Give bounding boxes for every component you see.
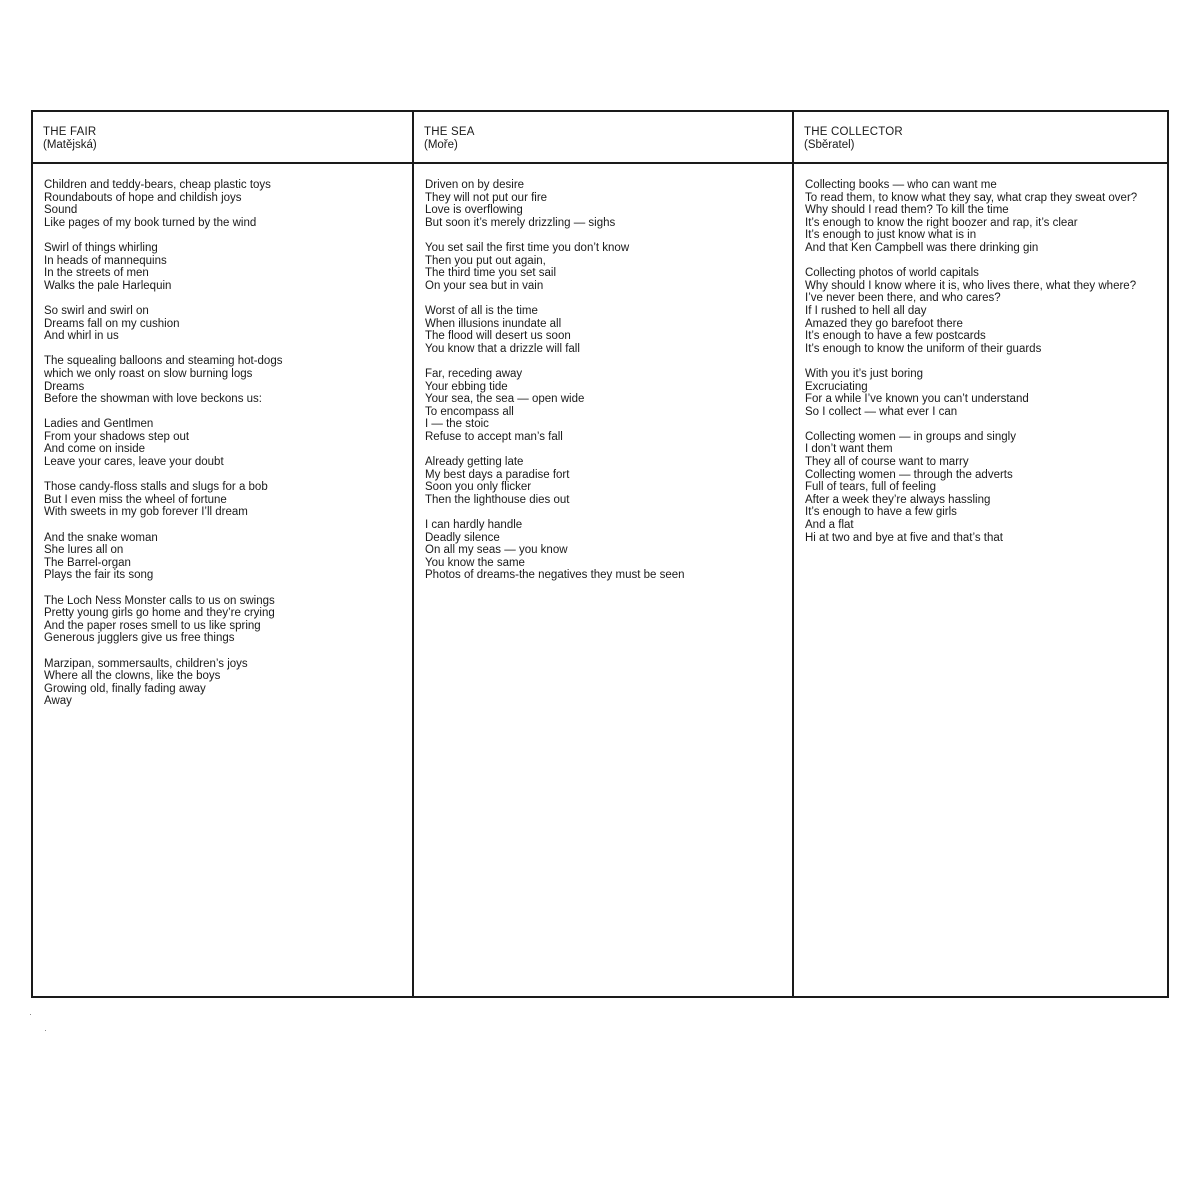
lyric-line: When illusions inundate all: [425, 317, 562, 330]
lyric-line: I can hardly handle: [425, 519, 523, 532]
lyrics-body: [33, 164, 412, 708]
lyric-line: Collecting photos of world capitals: [805, 267, 979, 280]
lyric-line: My best days a paradise fort: [425, 468, 570, 481]
lyric-line: Love is overflowing: [425, 204, 523, 217]
lyric-line: Sound: [44, 204, 78, 217]
lyric-line: Like pages of my book turned by the wind: [44, 216, 257, 229]
lyric-line: Swirl of things whirling: [44, 241, 158, 254]
lyric-line: which we only roast on slow burning logs: [44, 367, 253, 380]
stanza: [44, 481, 402, 519]
stanza: [44, 355, 402, 405]
stanza: [44, 658, 402, 708]
lyric-line: Deadly silence: [425, 531, 500, 544]
lyric-line: Those candy-floss stalls and slugs for a bob: [44, 481, 268, 494]
lyric-line: Then the lighthouse dies out: [425, 493, 570, 506]
lyric-line: The third time you set sail: [425, 267, 557, 280]
column-header: [794, 112, 1167, 164]
lyrics-table: [31, 110, 1169, 998]
lyric-line: They will not put our fire: [425, 191, 548, 204]
stanza: [425, 242, 782, 292]
lyric-line: And come on inside: [44, 443, 146, 456]
lyric-line: Roundabouts of hope and childish joys: [44, 191, 242, 204]
lyric-line: Already getting late: [425, 456, 524, 469]
lyric-line: Worst of all is the time: [425, 304, 538, 317]
lyric-line: Growing old, finally fading away: [44, 682, 206, 695]
lyric-line: From your shadows step out: [44, 430, 190, 443]
stanza: [44, 595, 402, 645]
stanza: [425, 305, 782, 355]
lyric-line: And the snake woman: [44, 531, 158, 544]
lyric-line: They all of course want to marry: [805, 456, 969, 469]
lyric-line: Away: [44, 695, 72, 708]
lyric-line: And the paper roses smell to us like spring: [44, 619, 261, 632]
stanza: [425, 456, 782, 506]
lyric-line: Your ebbing tide: [425, 380, 508, 393]
column-header: [33, 112, 412, 164]
lyric-line: But I even miss the wheel of fortune: [44, 493, 227, 506]
column-header: [414, 112, 792, 164]
lyric-line: Why should I know where it is, who lives there, what they where?: [805, 279, 1137, 292]
lyric-line: Generous jugglers give us free things: [44, 632, 235, 645]
lyric-line: So swirl and swirl on: [44, 304, 149, 317]
lyric-line: Your sea, the sea — open wide: [425, 393, 585, 406]
lyric-line: Why should I read them? To kill the time: [805, 204, 1009, 217]
song-subtitle: (Moře): [424, 139, 458, 151]
stanza: [805, 179, 1157, 255]
lyric-line: The Loch Ness Monster calls to us on swings: [44, 594, 275, 607]
lyric-line: Amazed they go barefoot there: [805, 317, 963, 330]
lyric-line: Dreams: [44, 380, 85, 393]
lyric-line: For a while I’ve known you can’t understand: [805, 393, 1029, 406]
lyric-line: It’s enough to just know what is in: [805, 229, 977, 242]
stanza: [425, 368, 782, 444]
song-subtitle: (Matějská): [43, 139, 97, 151]
lyric-line: To encompass all: [425, 405, 514, 418]
lyric-line: Collecting women — in groups and singly: [805, 430, 1016, 443]
scan-speck: [45, 1030, 46, 1031]
lyric-line: You set sail the first time you don’t know: [425, 241, 630, 254]
lyric-line: Full of tears, full of feeling: [805, 481, 937, 494]
lyric-line: I’ve never been there, and who cares?: [805, 292, 1001, 305]
lyric-line: It’s enough to have a few postcards: [805, 330, 986, 343]
stanza: [44, 305, 402, 343]
lyric-line: You know the same: [425, 556, 525, 569]
lyric-line: It’s enough to know the uniform of their guards: [805, 342, 1042, 355]
lyric-line: Marzipan, sommersaults, children’s joys: [44, 657, 248, 670]
lyrics-body: [414, 164, 792, 582]
scan-speck: [30, 1014, 31, 1015]
lyric-line: She lures all on: [44, 544, 124, 557]
lyric-line: Before the showman with love beckons us:: [44, 393, 262, 406]
stanza: [425, 179, 782, 229]
song-subtitle: (Sběratel): [804, 139, 855, 151]
lyric-line: I — the stoic: [425, 418, 489, 431]
stanza: [44, 242, 402, 292]
lyric-line: And a flat: [805, 519, 854, 532]
lyric-line: If I rushed to hell all day: [805, 304, 927, 317]
stanza: [805, 431, 1157, 544]
lyric-line: With you it’s just boring: [805, 367, 924, 380]
lyric-line: But soon it’s merely drizzling — sighs: [425, 216, 616, 229]
lyric-line: In heads of mannequins: [44, 254, 167, 267]
lyric-line: It’s enough to know the right boozer and rap, it’s clear: [805, 216, 1078, 229]
lyric-line: On your sea but in vain: [425, 279, 544, 292]
lyric-line: Excruciating: [805, 380, 868, 393]
column-the-collector: [792, 112, 1167, 996]
stanza: [805, 267, 1157, 355]
lyric-line: The squealing balloons and steaming hot-dogs: [44, 355, 283, 368]
lyric-line: The Barrel-organ: [44, 556, 131, 569]
lyric-line: Refuse to accept man’s fall: [425, 430, 563, 443]
stanza: [44, 179, 402, 229]
lyric-line: Driven on by desire: [425, 179, 525, 191]
lyrics-body: [794, 164, 1167, 544]
lyric-line: Collecting books — who can want me: [805, 179, 997, 191]
stanza: [805, 368, 1157, 418]
lyric-line: After a week they’re always hassling: [805, 493, 991, 506]
lyric-line: The flood will desert us soon: [425, 330, 571, 343]
lyric-line: I don’t want them: [805, 443, 893, 456]
lyric-line: Collecting women — through the adverts: [805, 468, 1013, 481]
column-the-sea: [412, 112, 792, 996]
lyric-line: Children and teddy-bears, cheap plastic toys: [44, 179, 271, 191]
song-title: THE SEA: [424, 126, 475, 138]
lyric-line: Then you put out again,: [425, 254, 546, 267]
lyric-line: With sweets in my gob forever I’ll dream: [44, 506, 248, 519]
lyric-line: Where all the clowns, like the boys: [44, 670, 221, 683]
song-title: THE COLLECTOR: [804, 126, 903, 138]
lyric-line: Photos of dreams-the negatives they must be seen: [425, 569, 685, 582]
lyric-line: You know that a drizzle will fall: [425, 342, 580, 355]
lyric-line: And that Ken Campbell was there drinking gin: [805, 241, 1039, 254]
lyric-line: Walks the pale Harlequin: [44, 279, 172, 292]
lyric-line: It’s enough to have a few girls: [805, 506, 957, 519]
lyric-line: On all my seas — you know: [425, 544, 568, 557]
lyric-line: Plays the fair its song: [44, 569, 154, 582]
lyric-line: And whirl in us: [44, 330, 119, 343]
lyric-line: Hi at two and bye at five and that’s that: [805, 531, 1003, 544]
lyric-line: Ladies and Gentlmen: [44, 418, 154, 431]
song-title: THE FAIR: [43, 126, 97, 138]
lyric-line: To read them, to know what they say, what crap they sweat over?: [805, 191, 1138, 204]
stanza: [44, 418, 402, 468]
lyric-line: Soon you only flicker: [425, 481, 532, 494]
column-the-fair: [33, 112, 412, 996]
lyric-line: Pretty young girls go home and they’re crying: [44, 607, 275, 620]
lyric-line: Dreams fall on my cushion: [44, 317, 180, 330]
lyric-line: In the streets of men: [44, 267, 149, 280]
lyric-line: So I collect — what ever I can: [805, 405, 958, 418]
lyric-line: Far, receding away: [425, 367, 523, 380]
lyric-line: Leave your cares, leave your doubt: [44, 456, 224, 469]
stanza: [44, 532, 402, 582]
stanza: [425, 519, 782, 582]
